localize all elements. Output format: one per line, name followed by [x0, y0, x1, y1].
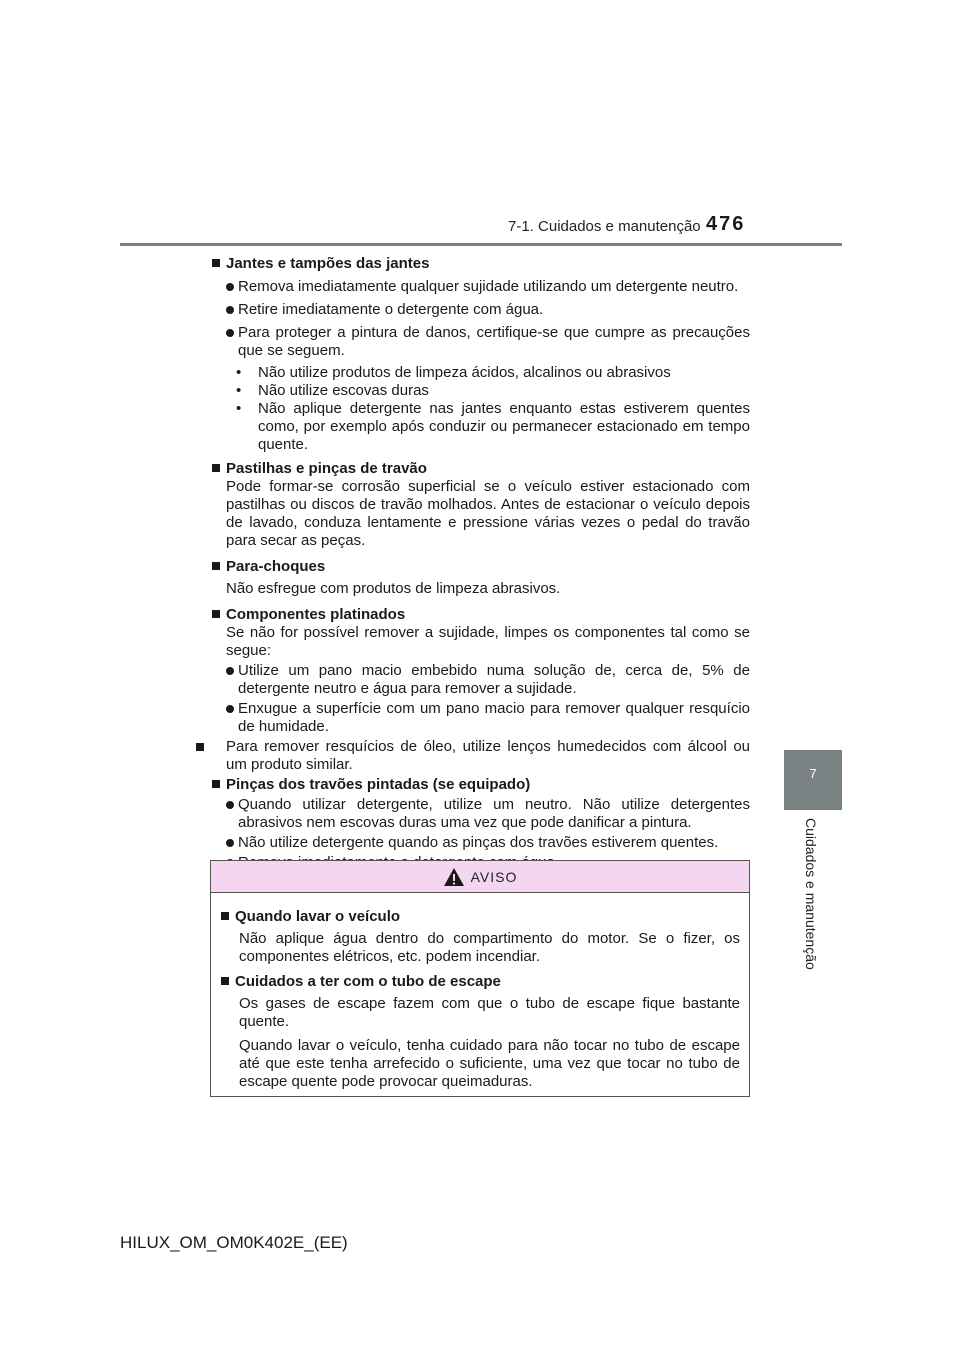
warning-body	[211, 893, 749, 1091]
warning-heading: Quando lavar o veículo	[219, 908, 740, 926]
square-bullet-icon	[221, 912, 229, 920]
square-bullet-icon	[212, 780, 220, 788]
list-item: Não utilize detergente quando as pinças dos travões estiverem quentes.	[210, 834, 750, 852]
square-bullet-icon	[212, 464, 220, 472]
round-bullet-icon	[226, 667, 234, 675]
square-bullet-icon	[221, 977, 229, 985]
list-item: Utilize um pano macio embebido numa solução de, cerca de, 5% de detergente neutro e água para remover a sujidade.	[210, 662, 750, 698]
warning-paragraph: Os gases de escape fazem com que o tubo de escape fique bastante quente.	[239, 995, 740, 1030]
section-heading: Componentes platinados	[210, 606, 750, 624]
round-bullet-icon	[226, 839, 234, 847]
warning-label: AVISO	[470, 868, 518, 885]
round-bullet-icon	[226, 283, 234, 291]
chapter-side-label: Cuidados e manutenção	[803, 818, 819, 970]
main-content	[210, 253, 750, 872]
round-bullet-icon	[226, 705, 234, 713]
list-item: Quando utilizar detergente, utilize um neutro. Não utilize detergentes abrasivos nem escovas duras uma vez que pode danificar a pintura.	[210, 796, 750, 832]
round-bullet-icon	[226, 801, 234, 809]
sub-list	[236, 364, 750, 454]
header-divider	[120, 243, 842, 246]
square-bullet-icon	[212, 259, 220, 267]
square-bullet-icon	[212, 610, 220, 618]
section-heading: Para-choques	[210, 558, 750, 576]
list-item: Remova imediatamente qualquer sujidade utilizando um detergente neutro.	[210, 278, 750, 296]
warning-box	[210, 860, 750, 1097]
sub-list-item: • Não utilize escovas duras	[236, 382, 429, 399]
sub-list-item: • Não utilize produtos de limpeza ácidos, alcalinos ou abrasivos	[236, 364, 671, 381]
section-heading: Pastilhas e pinças de travão	[210, 460, 750, 478]
section-title: 7-1. Cuidados e manutenção	[508, 218, 701, 235]
list-item: Enxugue a superfície com um pano macio para remover qualquer resquício de humidade.	[210, 700, 750, 736]
chapter-tab-number: 7	[809, 766, 817, 781]
sub-list-item: • Não aplique detergente nas jantes enquanto estas estiverem quentes como, por exemplo após conduzir ou permanecer estacionado em tempo quente.	[236, 400, 750, 453]
round-bullet-icon	[226, 329, 234, 337]
square-bullet-icon	[196, 743, 204, 751]
warning-paragraph: Não aplique água dentro do compartimento do motor. Se o fizer, os componentes elétricos, etc. podem incendiar.	[239, 930, 740, 965]
section-heading: Pinças dos travões pintadas (se equipado)	[210, 776, 750, 794]
round-bullet-icon	[226, 306, 234, 314]
document-code: HILUX_OM_OM0K402E_(EE)	[120, 1233, 348, 1252]
chapter-tab[interactable]	[784, 750, 842, 810]
page-number: 476	[706, 213, 746, 235]
note-paragraph: Para remover resquícios de óleo, utilize lenços humedecidos com álcool ou um produto similar.	[210, 738, 750, 774]
square-bullet-icon	[212, 562, 220, 570]
warning-heading: Cuidados a ter com o tubo de escape	[219, 973, 740, 991]
list-item: Para proteger a pintura de danos, certifique-se que cumpre as precauções que se seguem.	[210, 324, 750, 360]
list-item: Retire imediatamente o detergente com água.	[210, 301, 750, 319]
warning-header	[211, 861, 749, 893]
paragraph: Se não for possível remover a sujidade, limpes os componentes tal como se segue:	[226, 624, 750, 659]
warning-triangle-icon	[443, 867, 465, 887]
paragraph: Não esfregue com produtos de limpeza abrasivos.	[226, 580, 561, 597]
section-heading: Jantes e tampões das jantes	[210, 255, 750, 273]
paragraph: Pode formar-se corrosão superficial se o veículo estiver estacionado com pastilhas ou discos de travão molhados. Antes de estacionar o veículo depois de lavado, conduza lentamente e pressione várias vezes o pedal do travão para secar as peças.	[226, 478, 750, 549]
warning-paragraph: Quando lavar o veículo, tenha cuidado para não tocar no tubo de escape até que este tenha arrefecido o suficiente, uma vez que tocar no tubo de escape quente pode provocar queimaduras.	[239, 1037, 740, 1090]
